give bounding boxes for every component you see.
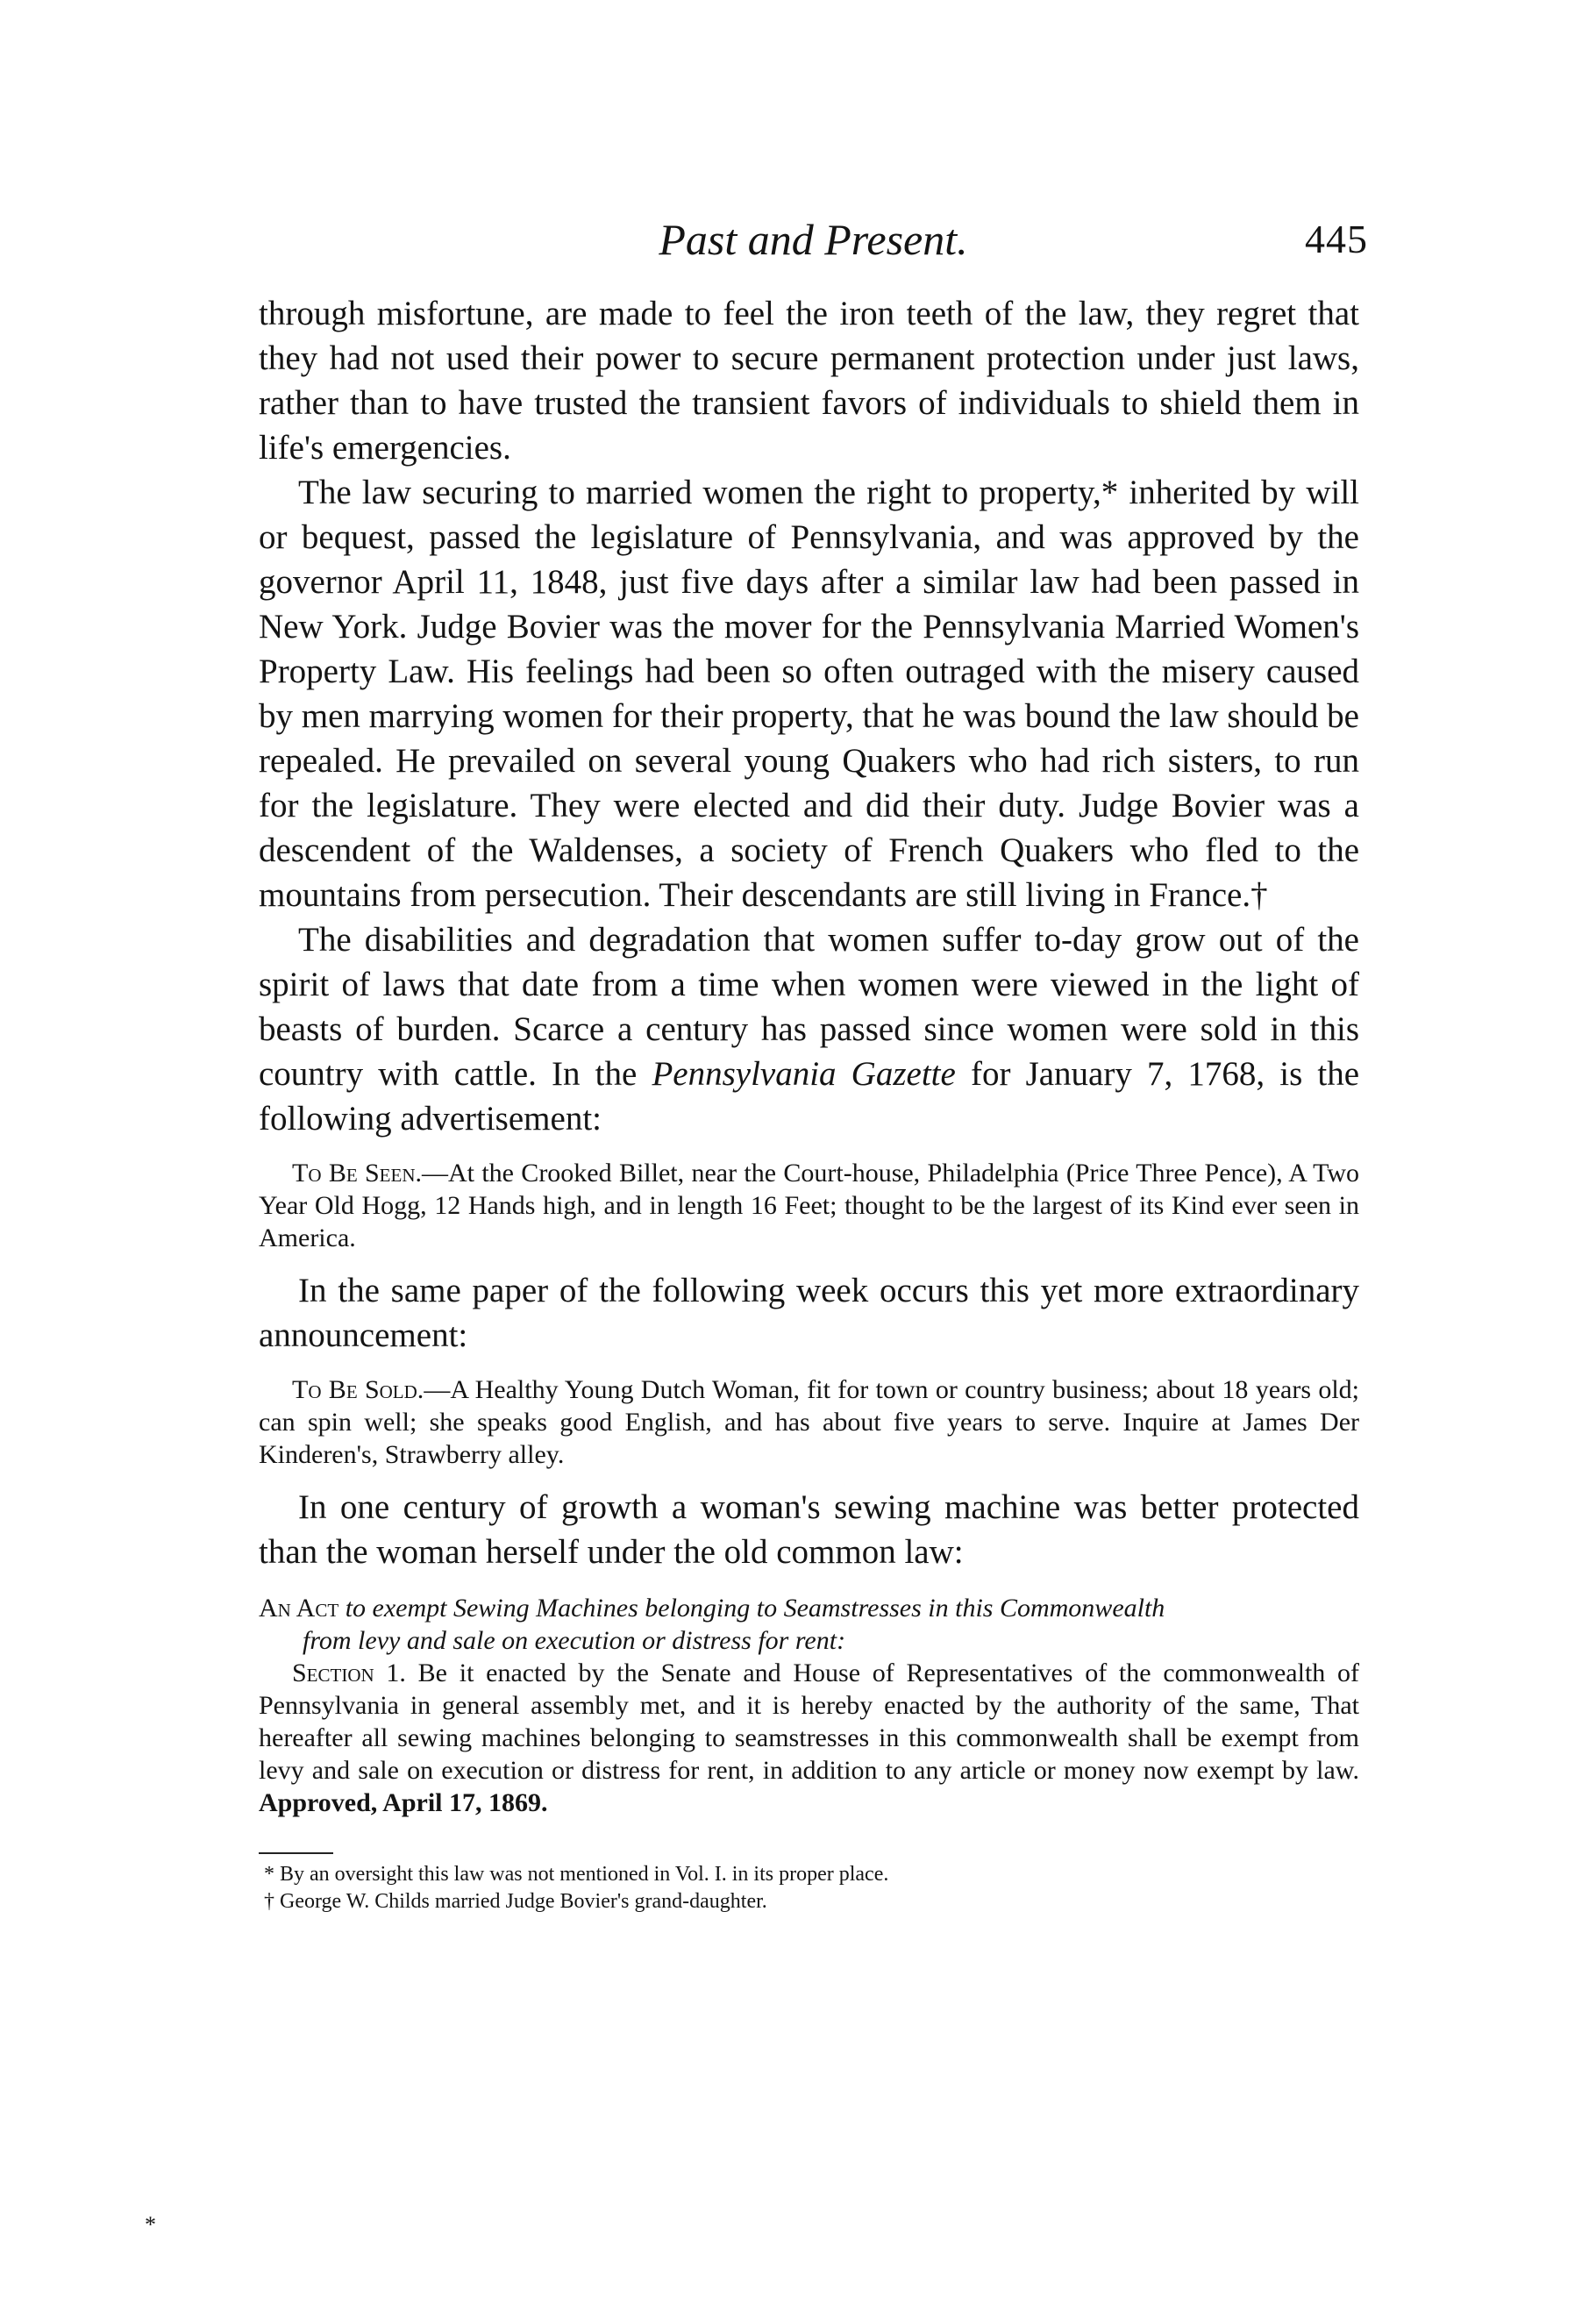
running-title: Past and Present. <box>659 215 968 264</box>
advertisement-woman-text: —A Healthy Young Dutch Woman, fit for town or country business; about 18 years old; can spin well; she speaks good English, and has about five years to serve. Inquire at James Der Kinderen's, Strawberry alley. <box>259 1375 1360 1469</box>
page-header <box>259 209 1368 270</box>
approved-date: Approved, April 17, 1869. <box>259 1788 548 1817</box>
advertisement-hogg-lead: To Be Seen. <box>292 1159 422 1188</box>
footnote-childs: † George W. Childs married Judge Bovier's grand-daughter. <box>264 1890 767 1913</box>
margin-mark: * <box>145 2212 156 2237</box>
footnote-oversight: * By an oversight this law was not mentioned in Vol. I. in its proper place. <box>264 1863 889 1886</box>
advertisement-hogg-text: —At the Crooked Billet, near the Court-house, Philadelphia (Price Three Pence), A Two Year Old Hogg, 12 Hands high, and in length 16 Feet; thought to be the largest of its Kind ever seen in America. <box>259 1159 1359 1252</box>
section-text: Be it enacted by the Senate and House of Representatives of the commonwealth of Pennsylvania in general assembly met, and it is hereby enacted by the authority of the same, That hereafter all sewing machines belonging to seamstresses in this commonwealth shall be exempt from levy and sale on execution or distress for rent, in addition to any article or money now exempt by law. <box>259 1658 1360 1785</box>
advertisement-hogg <box>259 1157 1359 1254</box>
section-lead: Section 1. <box>292 1658 406 1687</box>
footnote-rule <box>259 1852 333 1854</box>
paragraph-following-week: In the same paper of the following week occurs this yet more extraordinary announcement: <box>259 1272 1359 1354</box>
paragraph-property-law: The law securing to married women the right to property,* inherited by will or bequest, passed the legislature of Pennsylvania, and was approved by the governor April 11, 1848, just five days after a similar law had been passed in New York. Judge Bovier was the mover for the Pennsylvania Married Women's Property Law. His feelings had been so often outraged with the misery caused by men marrying women for their property, that he was bound the law should be repealed. He prevailed on several young Quakers who had rich sisters, to run for the legislature. They were elected and did their duty. Judge Bovier was a descendent of the Waldenses, a society of French Quakers who fled to the mountains from persecution. Their descendants are still living in France.† <box>259 474 1359 914</box>
paragraph-continuation: through misfortune, are made to feel the iron teeth of the law, they regret that they had not used their power to secure permanent protection under just laws, rather than to have trusted the transient favors of individuals to shield them in life's emergencies. <box>259 295 1359 467</box>
newspaper-title: Pennsylvania Gazette <box>652 1055 956 1093</box>
paragraph-sewing-machine: In one century of growth a woman's sewing machine was better protected than the woman herself under the old common law: <box>259 1488 1359 1571</box>
body-text <box>259 291 1359 1915</box>
act-lead: An Act <box>259 1594 339 1623</box>
act-title-line1: to exempt Sewing Machines belonging to Seamstresses in this Commonwealth <box>345 1594 1165 1623</box>
paragraph-disabilities-end: for January 7, 1768, is the following advertisement: <box>259 1055 1360 1138</box>
act-section-1 <box>259 1657 1359 1819</box>
paragraph-disabilities-text: The disabilities and degradation that women suffer to-day grow out of the spirit of laws that date from a time when women were viewed in the light of beasts of burden. Scarce a century has passed since women were sold in this country with cattle. In the <box>259 921 1359 1093</box>
paragraph-disabilities <box>259 917 1359 1141</box>
advertisement-woman <box>259 1373 1359 1471</box>
act-title <box>259 1592 1359 1657</box>
act-title-line2: from levy and sale on execution or distress for rent: <box>303 1626 846 1655</box>
advertisement-woman-lead: To Be Sold. <box>292 1375 424 1404</box>
page-number: 445 <box>1305 217 1368 261</box>
